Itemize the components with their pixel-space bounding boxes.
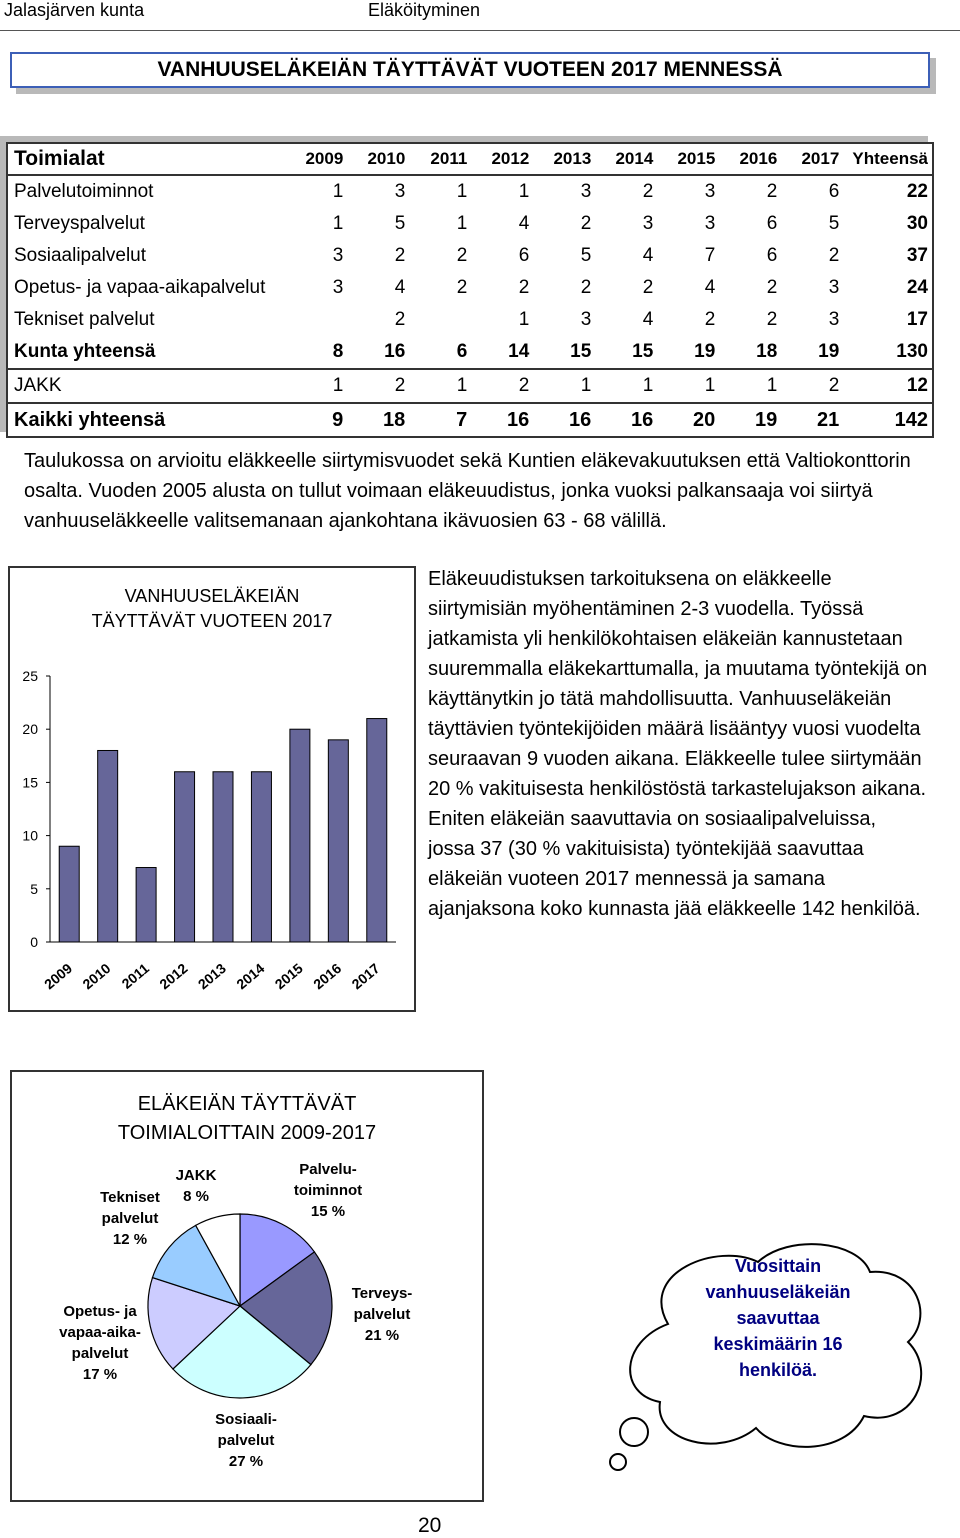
table-cell: 14: [471, 336, 533, 369]
table-cell: 3: [828, 309, 840, 330]
bar: [290, 729, 310, 942]
table-cell: 2: [580, 277, 592, 298]
bar: [328, 740, 348, 942]
pie-chart: [12, 1072, 482, 1500]
table-cell: 16: [533, 403, 595, 436]
x-tick-label: 2014: [233, 960, 268, 993]
table-cell: 4: [642, 245, 654, 266]
table-cell: 2: [518, 375, 530, 396]
bar: [98, 750, 118, 942]
table-cell: 3: [580, 309, 592, 330]
table-cell: 2: [766, 309, 778, 330]
table-cell: 3: [332, 277, 344, 298]
table-cell: 3: [704, 181, 716, 202]
x-tick-label: 2016: [310, 960, 345, 993]
header-rule: [0, 30, 960, 31]
callout-line: vanhuuseläkeiän: [705, 1282, 851, 1302]
row-label: Sosiaalipalvelut: [14, 245, 147, 266]
table-cell: 5: [394, 213, 406, 234]
table-cell: 1: [456, 213, 468, 234]
header-year: 2015: [657, 144, 719, 175]
pie-label: Palvelu-: [299, 1161, 357, 1178]
table-row: [8, 175, 932, 208]
table-cell: 2: [456, 245, 468, 266]
table-cell: 2: [828, 375, 840, 396]
row-total: 37: [906, 245, 928, 266]
table-cell: 1: [642, 375, 654, 396]
header-section: Eläköityminen: [368, 0, 481, 20]
pie-label: 21 %: [364, 1327, 400, 1344]
header-corner: Toimialat: [8, 144, 285, 175]
pie-title: TOIMIALOITTAIN 2009-2017: [117, 1122, 377, 1144]
header-year: 2011: [409, 144, 471, 175]
bar: [175, 772, 195, 942]
table-cell: 2: [456, 277, 468, 298]
table-cell: 16: [471, 403, 533, 436]
table-row: [8, 403, 932, 436]
table-cell: 4: [518, 213, 530, 234]
row-total: 130: [843, 336, 932, 369]
callout-cloud: [608, 1232, 938, 1482]
pie-label: JAKK: [175, 1167, 217, 1184]
x-tick-label: 2017: [348, 960, 383, 993]
table-cell: 6: [518, 245, 530, 266]
table-row: [8, 240, 932, 272]
table-row: [8, 272, 932, 304]
table-cell: 4: [394, 277, 406, 298]
x-tick-label: 2011: [118, 960, 153, 992]
y-tick-label: 5: [30, 880, 38, 897]
pie-label: palvelut: [217, 1432, 275, 1449]
table-cell: 3: [332, 245, 344, 266]
table-cell: 1: [518, 309, 530, 330]
table-row: [8, 369, 932, 403]
pie-label: Terveys-: [351, 1285, 413, 1302]
row-total: 17: [906, 309, 928, 330]
table-cell: 3: [394, 181, 406, 202]
pie-label: 15 %: [310, 1203, 346, 1220]
table-cell: 16: [347, 336, 409, 369]
bar-chart: [10, 568, 414, 1010]
chart-title: TÄYTTÄVÄT VUOTEEN 2017: [91, 611, 333, 631]
table: [8, 144, 932, 436]
header-year: 2016: [719, 144, 781, 175]
x-tick-label: 2013: [194, 960, 229, 993]
table-cell: 1: [332, 213, 344, 234]
header-org: Jalasjärven kunta: [4, 0, 145, 20]
header-year: 2009: [285, 144, 347, 175]
header-year: 2010: [347, 144, 409, 175]
table-cell: 3: [580, 181, 592, 202]
table-cell: 7: [409, 403, 471, 436]
pie-title: ELÄKEIÄN TÄYTTÄVÄT: [137, 1093, 357, 1115]
pie-label: 17 %: [82, 1366, 118, 1383]
table-cell: 18: [347, 403, 409, 436]
row-label: Opetus- ja vapaa-aikapalvelut: [14, 277, 266, 298]
table-cell: 2: [766, 181, 778, 202]
pie-label: palvelut: [71, 1345, 129, 1362]
table-cell: 5: [580, 245, 592, 266]
x-tick-label: 2012: [156, 960, 191, 993]
header-year: 2013: [533, 144, 595, 175]
pie-chart-box: [10, 1070, 484, 1502]
table-cell: 19: [719, 403, 781, 436]
table-cell: 1: [766, 375, 778, 396]
table-cell: 2: [394, 245, 406, 266]
bar-chart-box: [8, 566, 416, 1012]
bar: [59, 846, 79, 942]
table-cell: 8: [285, 336, 347, 369]
table-cell: 2: [518, 277, 530, 298]
intro-paragraph: Taulukossa on arvioitu eläkkeelle siirtymisvuodet sekä Kuntien eläkevakuutuksen että Valtiokonttorin osalta. Vuoden 2005 alusta on tullut voimaan eläkeuudistus, jonka vuoksi palkansaaja voi siirtyä vanhuuseläkkeelle valitsemanaan ajankohtana ikävuosien 63 - 68 välillä.: [24, 450, 911, 532]
header-year: 2014: [595, 144, 657, 175]
table-cell: 3: [642, 213, 654, 234]
row-total: 142: [843, 403, 932, 436]
table-cell: 19: [781, 336, 843, 369]
y-tick-label: 0: [30, 934, 38, 950]
table-cell: 6: [766, 245, 778, 266]
row-label: Palvelutoiminnot: [14, 181, 154, 202]
row-label: Kunta yhteensä: [8, 336, 285, 369]
cloud-shape: [610, 1244, 921, 1470]
header-year: 2012: [471, 144, 533, 175]
pie-label: Sosiaali-: [215, 1411, 277, 1428]
table-cell: 1: [518, 181, 530, 202]
table-header-row: [8, 144, 932, 175]
side-text: Eläkeuudistuksen tarkoituksena on eläkkeelle siirtymisiän myöhentäminen 2-3 vuodella. Työssä jatkamista yli henkilökohtaisen eläkeiän kannustetaan suuremmalla eläkekarttumalla, ja muutama työntekijä on käyttänytkin jo tätä mahdollisuutta. Vanhuuseläkeiän täyttävien työntekijöiden määrä lisääntyy vuosi vuodelta seuraavan 9 vuoden aikana. Eläkkeelle tulee siirtymään 20 % vakituisesta henkilöstöstä tarkastelujakson aikana. Eniten eläkeiän saavuttavia on sosiaalipalveluissa, jossa 37 (30 % vakituisista) työntekijää saavuttaa eläkeiän vuoteen 2017 mennessä ja samana ajanjaksona koko kunnasta jää eläkkeelle 142 henkilöä.: [428, 568, 928, 920]
table-cell: 2: [394, 309, 406, 330]
table-cell: 16: [595, 403, 657, 436]
table-cell: 7: [704, 245, 716, 266]
row-label: Tekniset palvelut: [14, 309, 155, 330]
y-tick-label: 25: [22, 668, 38, 684]
data-table: [6, 142, 934, 438]
table-cell: 1: [456, 181, 468, 202]
pie-label: 27 %: [228, 1453, 264, 1470]
table-cell: 4: [704, 277, 716, 298]
x-tick-label: 2015: [271, 960, 306, 993]
table-cell: 2: [704, 309, 716, 330]
table-cell: 19: [657, 336, 719, 369]
table-cell: 1: [332, 375, 344, 396]
y-tick-label: 15: [22, 774, 38, 791]
pie-label: Tekniset: [100, 1189, 160, 1206]
pie-label: vapaa-aika-: [59, 1324, 141, 1341]
header-year: 2017: [781, 144, 843, 175]
x-tick-label: 2009: [40, 960, 76, 993]
table-cell: 2: [580, 213, 592, 234]
bar: [136, 868, 156, 942]
callout-line: keskimäärin 16: [713, 1334, 843, 1354]
callout-line: saavuttaa: [736, 1308, 820, 1328]
pie-label: toiminnot: [293, 1182, 363, 1199]
table-cell: 2: [642, 277, 654, 298]
table-cell: 20: [657, 403, 719, 436]
table-cell: 9: [285, 403, 347, 436]
y-tick-label: 10: [22, 827, 38, 844]
table-cell: 3: [828, 277, 840, 298]
table-cell: 15: [595, 336, 657, 369]
table-cell: [285, 304, 347, 336]
bar: [213, 772, 233, 942]
row-label: Terveyspalvelut: [14, 213, 145, 234]
callout-line: Vuosittain: [734, 1256, 822, 1276]
bar: [251, 772, 271, 942]
pie-label: 8 %: [183, 1188, 209, 1205]
row-total: 24: [906, 277, 928, 298]
page-title: VANHUUSELÄKEIÄN TÄYTTÄVÄT VUOTEEN 2017 MENNESSÄ: [10, 52, 930, 88]
table-row: [8, 304, 932, 336]
table-cell: 2: [766, 277, 778, 298]
pie-label: palvelut: [101, 1210, 159, 1227]
row-label: JAKK: [14, 375, 62, 396]
table-cell: 5: [828, 213, 840, 234]
table-cell: 2: [642, 181, 654, 202]
row-label: Kaikki yhteensä: [8, 403, 285, 436]
table-cell: 1: [704, 375, 716, 396]
table-cell: 3: [704, 213, 716, 234]
callout-line: henkilöä.: [738, 1360, 818, 1380]
table-cell: 18: [719, 336, 781, 369]
table-cell: 21: [781, 403, 843, 436]
row-total: 30: [906, 213, 928, 234]
table-cell: 1: [456, 375, 468, 396]
table-cell: 1: [580, 375, 592, 396]
table-cell: 6: [409, 336, 471, 369]
row-total: 22: [906, 181, 928, 202]
header-total: Yhteensä: [843, 144, 932, 175]
chart-title: VANHUUSELÄKEIÄN: [124, 586, 300, 606]
page-number: 20: [418, 1514, 442, 1537]
table-cell: 2: [394, 375, 406, 396]
table-row: [8, 208, 932, 240]
table-cell: 1: [332, 181, 344, 202]
y-tick-label: 20: [22, 721, 38, 738]
pie-label: palvelut: [353, 1306, 411, 1323]
pie-label: 12 %: [112, 1231, 148, 1248]
table-row: [8, 336, 932, 369]
pie-label: Opetus- ja: [63, 1303, 137, 1320]
table-cell: 6: [828, 181, 840, 202]
table-cell: 15: [533, 336, 595, 369]
x-tick-label: 2010: [79, 960, 114, 993]
table-cell: 2: [828, 245, 840, 266]
table-cell: 6: [766, 213, 778, 234]
table-cell: [409, 304, 471, 336]
table-cell: 4: [642, 309, 654, 330]
row-total: 12: [906, 375, 928, 396]
bar: [367, 719, 387, 942]
